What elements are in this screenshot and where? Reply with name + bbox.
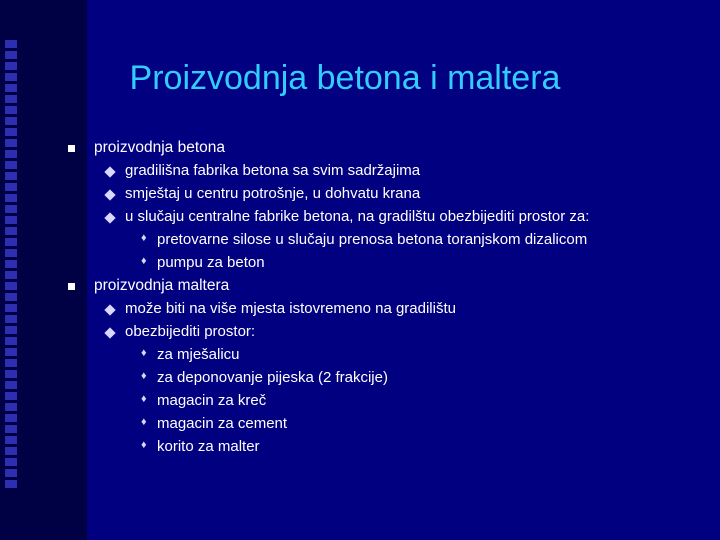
decorative-square xyxy=(5,194,17,202)
small-diamond-bullet-icon: ♦ xyxy=(141,347,147,359)
decorative-square xyxy=(5,348,17,356)
decorative-square xyxy=(5,183,17,191)
bullet-level3: za mješalicu xyxy=(157,346,240,363)
decorative-square xyxy=(5,370,17,378)
decorative-square xyxy=(5,403,17,411)
slide-title: Proizvodnja betona i maltera xyxy=(129,59,561,97)
diamond-bullet-icon xyxy=(104,189,115,200)
bullet-level2: obezbijediti prostor: xyxy=(125,323,256,340)
decorative-square xyxy=(5,458,17,466)
decorative-square xyxy=(5,359,17,367)
decorative-square xyxy=(5,447,17,455)
decorative-square xyxy=(5,249,17,257)
decorative-square xyxy=(5,271,17,279)
bullet-level2: u slučaju centralne fabrike betona, na gradilštu obezbijediti prostor za: xyxy=(125,208,590,225)
decorative-square xyxy=(5,315,17,323)
bullet-level1: proizvodnja maltera xyxy=(94,277,230,294)
decorative-square xyxy=(5,40,17,48)
decorative-square xyxy=(5,260,17,268)
decorative-square xyxy=(5,282,17,290)
decorative-square xyxy=(5,216,17,224)
decorative-square xyxy=(5,436,17,444)
bullet-level2: gradilišna fabrika betona sa svim sadržajima xyxy=(125,162,421,179)
decorative-square xyxy=(5,139,17,147)
square-bullet-icon xyxy=(68,145,75,152)
decorative-square xyxy=(5,128,17,136)
small-diamond-bullet-icon: ♦ xyxy=(141,370,147,382)
decorative-square xyxy=(5,480,17,488)
small-diamond-bullet-icon: ♦ xyxy=(141,393,147,405)
small-diamond-bullet-icon: ♦ xyxy=(141,255,147,267)
decorative-square xyxy=(5,392,17,400)
decorative-square xyxy=(5,238,17,246)
small-diamond-bullet-icon: ♦ xyxy=(141,439,147,451)
decorative-square xyxy=(5,117,17,125)
bullet-level3: korito za malter xyxy=(157,438,260,455)
small-diamond-bullet-icon: ♦ xyxy=(141,232,147,244)
bullet-level3: pumpu za beton xyxy=(157,254,265,271)
decorative-square xyxy=(5,414,17,422)
decorative-square xyxy=(5,172,17,180)
diamond-bullet-icon xyxy=(104,212,115,223)
decorative-square xyxy=(5,469,17,477)
diamond-bullet-icon xyxy=(104,166,115,177)
bullet-level3: pretovarne silose u slučaju prenosa betona toranjskom dizalicom xyxy=(157,231,588,248)
decorative-square xyxy=(5,293,17,301)
bullet-level2: može biti na više mjesta istovremeno na gradilištu xyxy=(125,300,456,317)
small-diamond-bullet-icon: ♦ xyxy=(141,416,147,428)
bullet-level3: magacin za kreč xyxy=(157,392,267,409)
square-pattern xyxy=(3,40,21,500)
decorative-square xyxy=(5,227,17,235)
diamond-bullet-icon xyxy=(104,327,115,338)
decorative-square xyxy=(5,425,17,433)
diamond-bullet-icon xyxy=(104,304,115,315)
decorative-square xyxy=(5,150,17,158)
decorative-square xyxy=(5,326,17,334)
square-bullet-icon xyxy=(68,283,75,290)
bullet-level3: za deponovanje pijeska (2 frakcije) xyxy=(157,369,388,386)
bullet-level3: magacin za cement xyxy=(157,415,288,432)
decorative-square xyxy=(5,106,17,114)
decorative-square xyxy=(5,337,17,345)
decorative-square xyxy=(5,381,17,389)
bullet-level1: proizvodnja betona xyxy=(94,139,225,156)
decorative-square xyxy=(5,205,17,213)
decorative-square xyxy=(5,304,17,312)
bullet-level2: smještaj u centru potrošnje, u dohvatu krana xyxy=(125,185,421,202)
decorative-square xyxy=(5,161,17,169)
